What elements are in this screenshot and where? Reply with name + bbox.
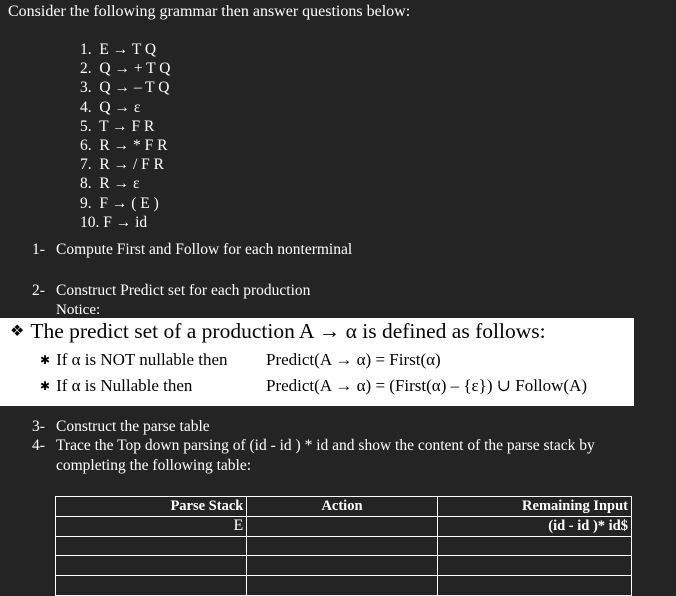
action-cell[interactable] xyxy=(247,536,437,556)
definition-heading-text: The predict set of a production A → α is defined as follows: xyxy=(30,319,546,343)
definition-predict: Predict(A → α) = First(α) xyxy=(266,350,441,369)
header-parse-stack: Parse Stack xyxy=(56,497,247,517)
question-2 xyxy=(32,282,310,300)
question-text: Construct Predict set for each production xyxy=(56,282,311,299)
grammar-list xyxy=(80,40,170,232)
question-text: Construct the parse table xyxy=(56,418,210,435)
stack-cell[interactable] xyxy=(56,536,247,556)
grammar-rule: 6. R → * F R xyxy=(80,137,168,155)
input-cell[interactable]: (id - id )* id$ xyxy=(437,516,631,536)
input-cell[interactable] xyxy=(437,536,631,556)
header-action: Action xyxy=(247,497,437,517)
question-4-continued: completing the following table: xyxy=(56,457,251,474)
grammar-rule: 1. E → T Q xyxy=(80,41,157,58)
intro-text: Consider the following grammar then answer questions below: xyxy=(8,3,411,20)
action-cell[interactable] xyxy=(247,516,437,536)
predict-definition-box xyxy=(0,318,634,406)
grammar-rule: 4. Q → ε xyxy=(80,98,141,116)
grammar-rule: 8. R → ε xyxy=(80,175,140,193)
parse-trace-table xyxy=(55,496,632,596)
question-text: Compute First and Follow for each nonterminal xyxy=(56,241,353,258)
grammar-rule: 3. Q → – T Q xyxy=(80,79,170,97)
definition-condition: If α is Nullable then xyxy=(56,376,193,395)
question-4 xyxy=(32,437,595,455)
grammar-rule: 10. F → id xyxy=(80,213,148,231)
stack-cell[interactable] xyxy=(56,556,247,576)
header-remaining-input: Remaining Input xyxy=(437,497,631,517)
question-number: 1- xyxy=(32,241,45,258)
table-header-row xyxy=(56,497,632,517)
table-row xyxy=(56,556,632,576)
question-number: 2- xyxy=(32,282,45,299)
diamond-bullet-icon: ❖ xyxy=(10,323,25,340)
input-cell[interactable] xyxy=(437,556,631,576)
action-cell[interactable] xyxy=(247,556,437,576)
stack-cell[interactable]: E xyxy=(56,516,247,536)
grammar-rule: 2. Q → + T Q xyxy=(80,60,171,78)
question-number: 4- xyxy=(32,437,45,454)
notice-label: Notice: xyxy=(56,302,101,318)
definition-predict: Predict(A → α) = (First(α) – {ε}) ∪ Follow(A) xyxy=(266,376,588,395)
question-1 xyxy=(32,241,352,259)
question-number: 3- xyxy=(32,418,45,435)
grammar-rule: 5. T → F R xyxy=(80,117,155,135)
definition-row-not-nullable xyxy=(40,350,441,370)
definition-row-nullable xyxy=(40,376,588,396)
definition-condition: If α is NOT nullable then xyxy=(56,350,228,369)
star-bullet-icon: ✱ xyxy=(40,379,51,393)
star-bullet-icon: ✱ xyxy=(40,353,51,367)
grammar-rule: 9. F → ( E ) xyxy=(80,194,159,212)
table-row xyxy=(56,516,632,536)
table-row xyxy=(56,536,632,556)
grammar-rule: 7. R → / F R xyxy=(80,156,164,174)
definition-heading xyxy=(10,319,546,344)
question-text: Trace the Top down parsing of (id - id ) * id and show the content of the parse stack by xyxy=(56,437,595,454)
question-3 xyxy=(32,418,210,436)
